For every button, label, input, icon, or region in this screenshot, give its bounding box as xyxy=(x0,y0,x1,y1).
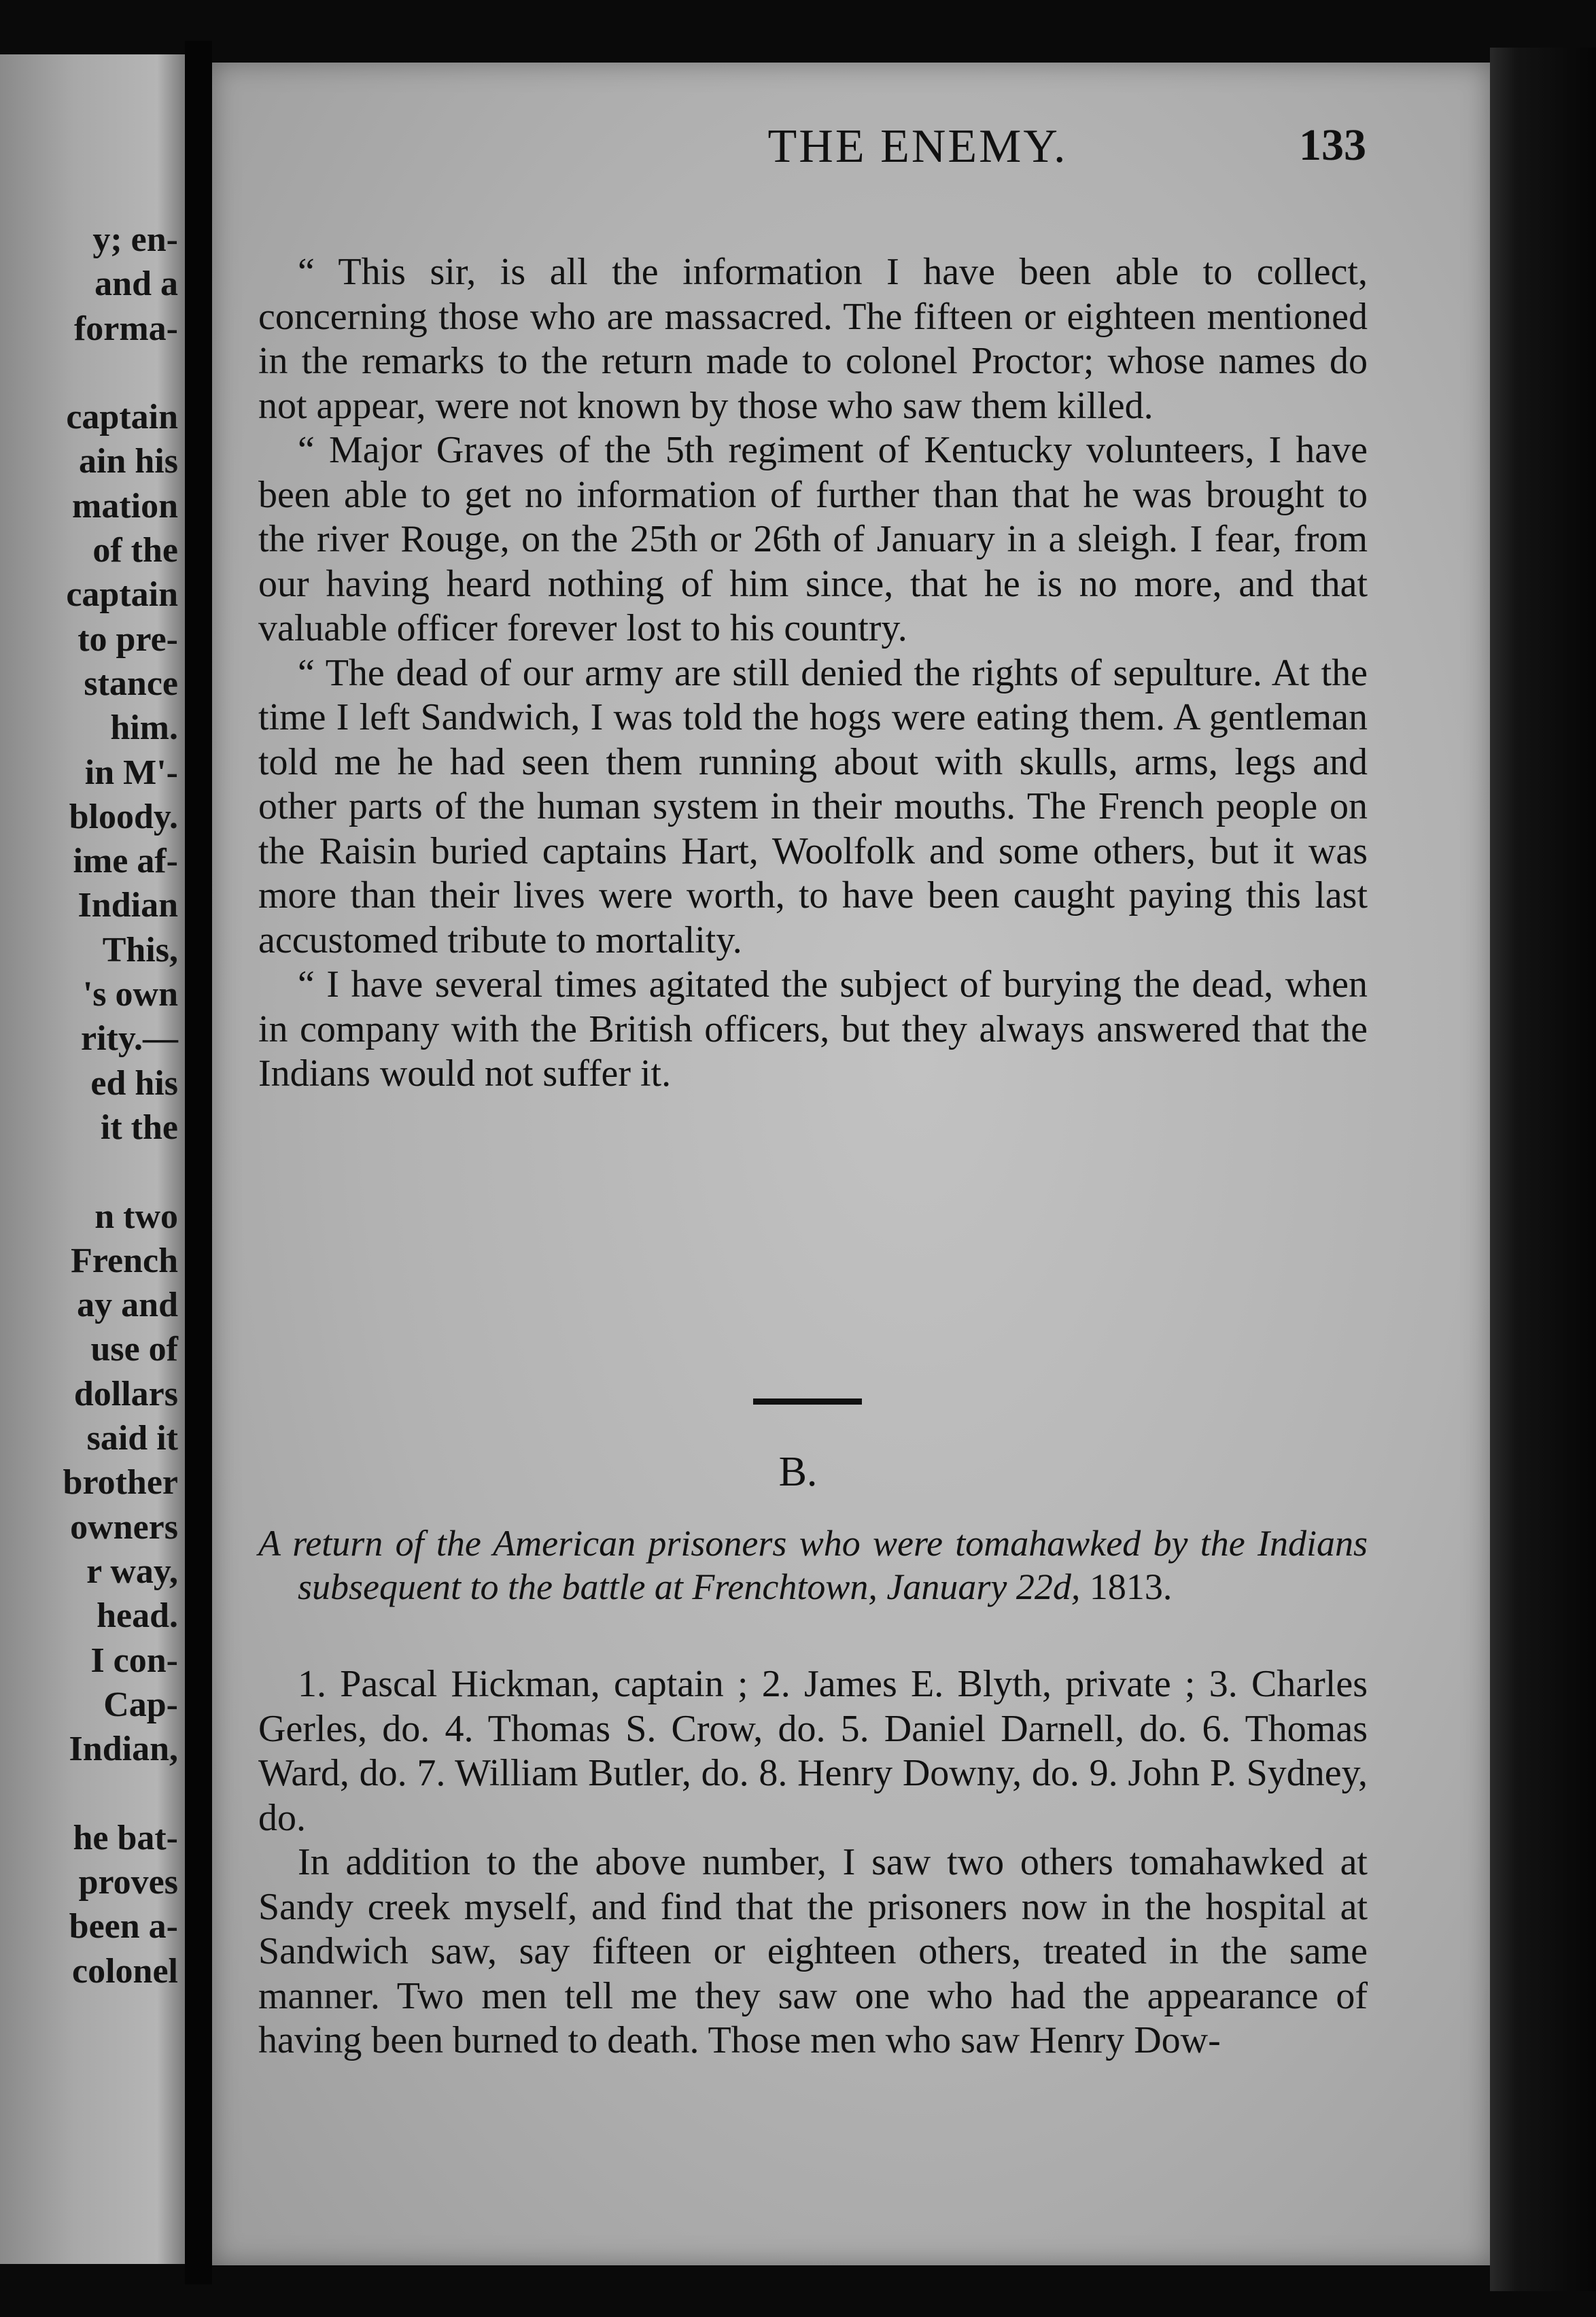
left-page-fragment: y; en- xyxy=(92,220,178,259)
left-page-fragment xyxy=(0,1771,178,1815)
left-page-fragment: head. xyxy=(97,1596,178,1636)
left-page-fragment: it the xyxy=(100,1108,178,1147)
left-page-fragment: ain his xyxy=(79,442,178,481)
paragraph: “ This sir, is all the information I have been able to collect, concerning those who are massacred. The fifteen or eighteen mentioned in the remarks to the return made to colonel Proctor; whose names do not appear, were not known by those who saw them killed. xyxy=(258,251,1368,427)
left-page-fragment: Indian xyxy=(77,886,178,925)
running-head xyxy=(469,120,1366,188)
left-page-fragment: captain xyxy=(66,575,178,615)
paragraph: “ Major Graves of the 5th regiment of Kentucky volunteers, I have been able to get no information of further than that he was brought to the river Rouge, on the 25th or 26th of January in a sleigh. I fear, from our having heard nothing of him since, that he is no more, and that valuable officer forever lost to his country. xyxy=(258,429,1368,649)
left-page-fragment: 's own xyxy=(82,975,178,1014)
paragraph: “ The dead of our army are still denied the rights of sepulture. At the time I left Sandwich, I was told the hogs were eating them. A gentleman told me he had seen them running about with skulls, arms, legs and other parts of the human system in their mouths. The French people on the Raisin buried captains Hart, Woolfolk and some others, but it was more than their lives were worth, to have been caught paying this last accustomed tribute to mortality. xyxy=(258,651,1368,961)
appendix-caption xyxy=(258,1522,1368,1609)
page-number: 133 xyxy=(1299,120,1366,170)
letter-body xyxy=(258,250,1368,1097)
section-divider-rule xyxy=(753,1398,862,1405)
paragraph: “ I have several times agitated the subject of burying the dead, when in company with the British officers, but they always answered that the Indians would not suffer it. xyxy=(258,963,1368,1095)
left-page-fragment: ed his xyxy=(90,1063,178,1103)
left-page-fragment xyxy=(0,351,178,395)
book-gutter xyxy=(185,41,212,2284)
left-page-fragment: of the xyxy=(92,531,178,570)
left-page-fragment: owners xyxy=(70,1507,178,1547)
running-title: THE ENEMY. xyxy=(767,120,1068,173)
left-page-text-fragments xyxy=(0,218,178,1993)
left-page-fragment: bloody. xyxy=(69,797,178,836)
left-page-fragment: mation xyxy=(72,486,178,526)
left-page-fragment: him. xyxy=(110,708,178,748)
left-page-fragment: he bat- xyxy=(73,1818,178,1857)
left-page-fragment: r way, xyxy=(86,1551,178,1591)
left-page-fragment: captain xyxy=(66,398,178,437)
left-page-fragment: French xyxy=(71,1241,178,1280)
left-page-fragment: said it xyxy=(86,1419,178,1458)
prisoner-list xyxy=(258,1662,1368,2063)
left-page-fragment: colonel xyxy=(72,1951,178,1991)
list-paragraph: In addition to the above number, I saw two others tomahawked at Sandy creek myself, and find that the prisoners now in the hospital at Sandwich saw, say fifteen or eighteen others, treated in the same manner. Two men tell me they saw one who had the appearance of having been burned to death. Those men who saw Henry Dow- xyxy=(258,1841,1368,2061)
left-page-fragment: dollars xyxy=(73,1374,178,1413)
left-page-fragment: and a xyxy=(94,264,178,304)
left-page-fragment: stance xyxy=(84,664,178,703)
left-page-fragment: rity.— xyxy=(81,1019,178,1059)
left-page-fragment: This, xyxy=(102,930,178,969)
left-page-fragment: proves xyxy=(78,1862,178,1902)
left-page-fragment: I con- xyxy=(90,1641,178,1680)
left-page-fragment: use of xyxy=(90,1330,178,1369)
appendix-letter: B. xyxy=(778,1449,818,1495)
left-page-fragment: Indian, xyxy=(69,1730,178,1769)
left-page-fragment: in M'- xyxy=(84,753,178,792)
left-page-fragment: ay and xyxy=(77,1286,178,1325)
left-page-fragment: ime af- xyxy=(73,842,178,881)
left-page-fragment: n two xyxy=(94,1197,178,1236)
left-page-fragment: forma- xyxy=(73,309,178,348)
left-page-fragment: been a- xyxy=(69,1907,178,1946)
left-page-fragment: to pre- xyxy=(77,619,178,659)
left-facing-page xyxy=(0,54,185,2264)
caption-text: A return of the American prisoners who were tomahawked by the Indians subsequent to the battle at Frenchtown, January 22d, xyxy=(258,1523,1368,1607)
list-paragraph: 1. Pascal Hickman, captain ; 2. James E. Blyth, private ; 3. Charles Gerles, do. 4. Thomas S. Crow, do. 5. Daniel Darnell, do. 6. Thomas Ward, do. 7. William Butler, do. 8. Henry Downy, do. 9. John P. Sydney, do. xyxy=(258,1663,1368,1839)
caption-year: 1813. xyxy=(1089,1566,1173,1607)
left-page-fragment xyxy=(0,1150,178,1194)
left-page-fragment: Cap- xyxy=(103,1685,178,1724)
page-edge-shadow xyxy=(1490,48,1596,2291)
left-page-fragment: brother xyxy=(63,1463,178,1503)
